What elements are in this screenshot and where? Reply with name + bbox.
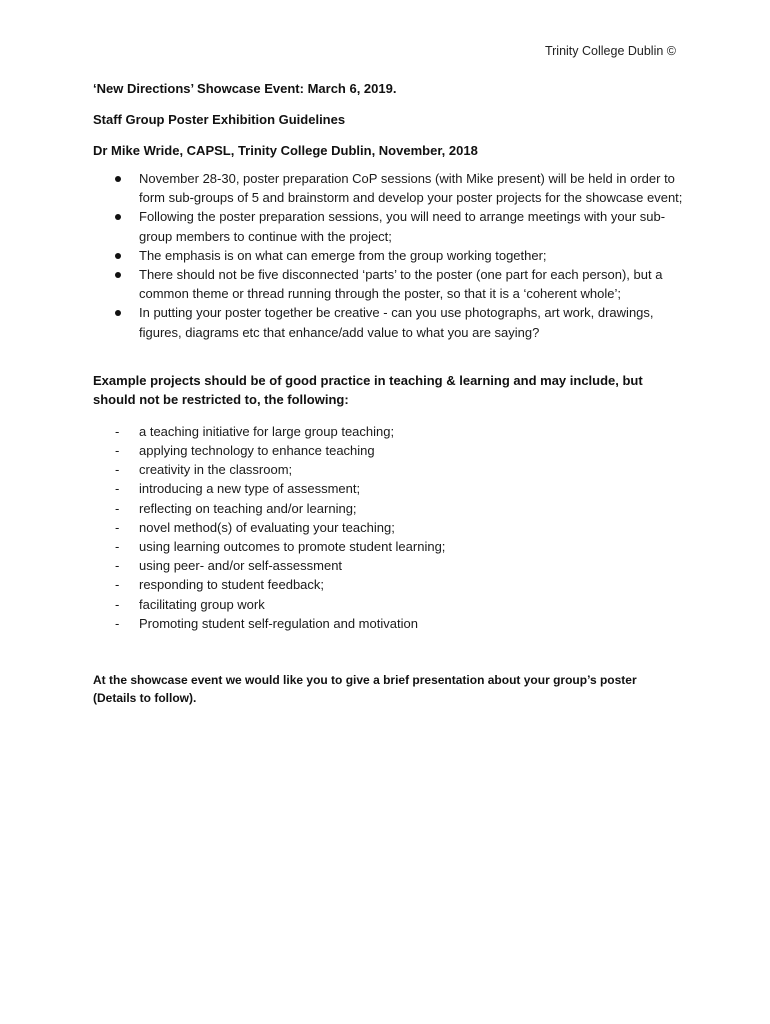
bullet-text: November 28-30, poster preparation CoP sessions (with Mike present) will be held in order to form sub-groups of 5 and brainstorm and develop your poster projects for the showcase event; (139, 171, 683, 206)
example-text: responding to student feedback; (139, 577, 325, 593)
dash-marker: - (115, 577, 120, 593)
bullet-item (93, 246, 683, 265)
example-text: introducing a new type of assessment; (139, 481, 361, 497)
dash-marker: - (115, 539, 120, 555)
example-item (93, 518, 683, 537)
bullet-icon (115, 253, 121, 259)
example-text: novel method(s) of evaluating your teaching; (139, 519, 395, 535)
copyright-header: Trinity College Dublin © (544, 44, 676, 58)
dash-marker: - (115, 519, 120, 535)
closing-note: At the showcase event we would like you to give a brief presentation about your group’s poster (Details to follow). (93, 673, 637, 706)
example-item (93, 575, 683, 594)
example-item (93, 422, 683, 441)
example-text: a teaching initiative for large group teaching; (139, 423, 395, 439)
example-item (93, 556, 683, 575)
example-text: using peer- and/or self-assessment (139, 558, 343, 574)
guidelines-title: Staff Group Poster Exhibition Guidelines (93, 112, 346, 127)
event-title: ‘New Directions’ Showcase Event: March 6, 2019. (93, 81, 397, 96)
bullet-item (93, 265, 683, 303)
example-item (93, 595, 683, 614)
bullet-text: The emphasis is on what can emerge from the group working together; (139, 247, 547, 263)
bullet-icon (115, 310, 121, 316)
bullet-text: Following the poster preparation sessions, you will need to arrange meetings with your sub-group members to continue with the project; (139, 209, 666, 244)
example-text: creativity in the classroom; (139, 462, 293, 478)
bullet-item (93, 303, 683, 341)
dash-marker: - (115, 443, 120, 459)
dash-marker: - (115, 481, 120, 497)
examples-intro: Example projects should be of good practice in teaching & learning and may include, but should not be restricted to, the following: (93, 372, 643, 407)
dash-marker: - (115, 423, 120, 439)
example-item (93, 614, 683, 633)
example-item (93, 479, 683, 498)
bullet-icon (115, 214, 121, 220)
dash-marker: - (115, 615, 120, 631)
dash-marker: - (115, 462, 120, 478)
bullet-icon (115, 176, 121, 182)
example-text: applying technology to enhance teaching (139, 443, 375, 459)
example-item (93, 537, 683, 556)
example-text: using learning outcomes to promote student learning; (139, 539, 446, 555)
bullet-text: In putting your poster together be creative - can you use photographs, art work, drawings, figures, diagrams etc that enhance/add value to what you are saying? (139, 305, 654, 340)
example-item (93, 441, 683, 460)
author-line: Dr Mike Wride, CAPSL, Trinity College Dublin, November, 2018 (93, 143, 478, 158)
example-item (93, 460, 683, 479)
guideline-bullet-list (93, 169, 683, 342)
dash-marker: - (115, 596, 120, 612)
bullet-text: There should not be five disconnected ‘parts’ to the poster (one part for each person), but a common theme or thread running through the poster, so that it is a ‘coherent whole’; (139, 267, 663, 302)
bullet-icon (115, 272, 121, 278)
example-text: Promoting student self-regulation and motivation (139, 615, 418, 631)
bullet-item (93, 169, 683, 207)
dash-marker: - (115, 558, 120, 574)
bullet-item (93, 207, 683, 245)
example-text: reflecting on teaching and/or learning; (139, 500, 357, 516)
examples-dash-list (93, 422, 683, 633)
document-body (93, 80, 683, 719)
dash-marker: - (115, 500, 120, 516)
example-item (93, 499, 683, 518)
example-text: facilitating group work (139, 596, 265, 612)
